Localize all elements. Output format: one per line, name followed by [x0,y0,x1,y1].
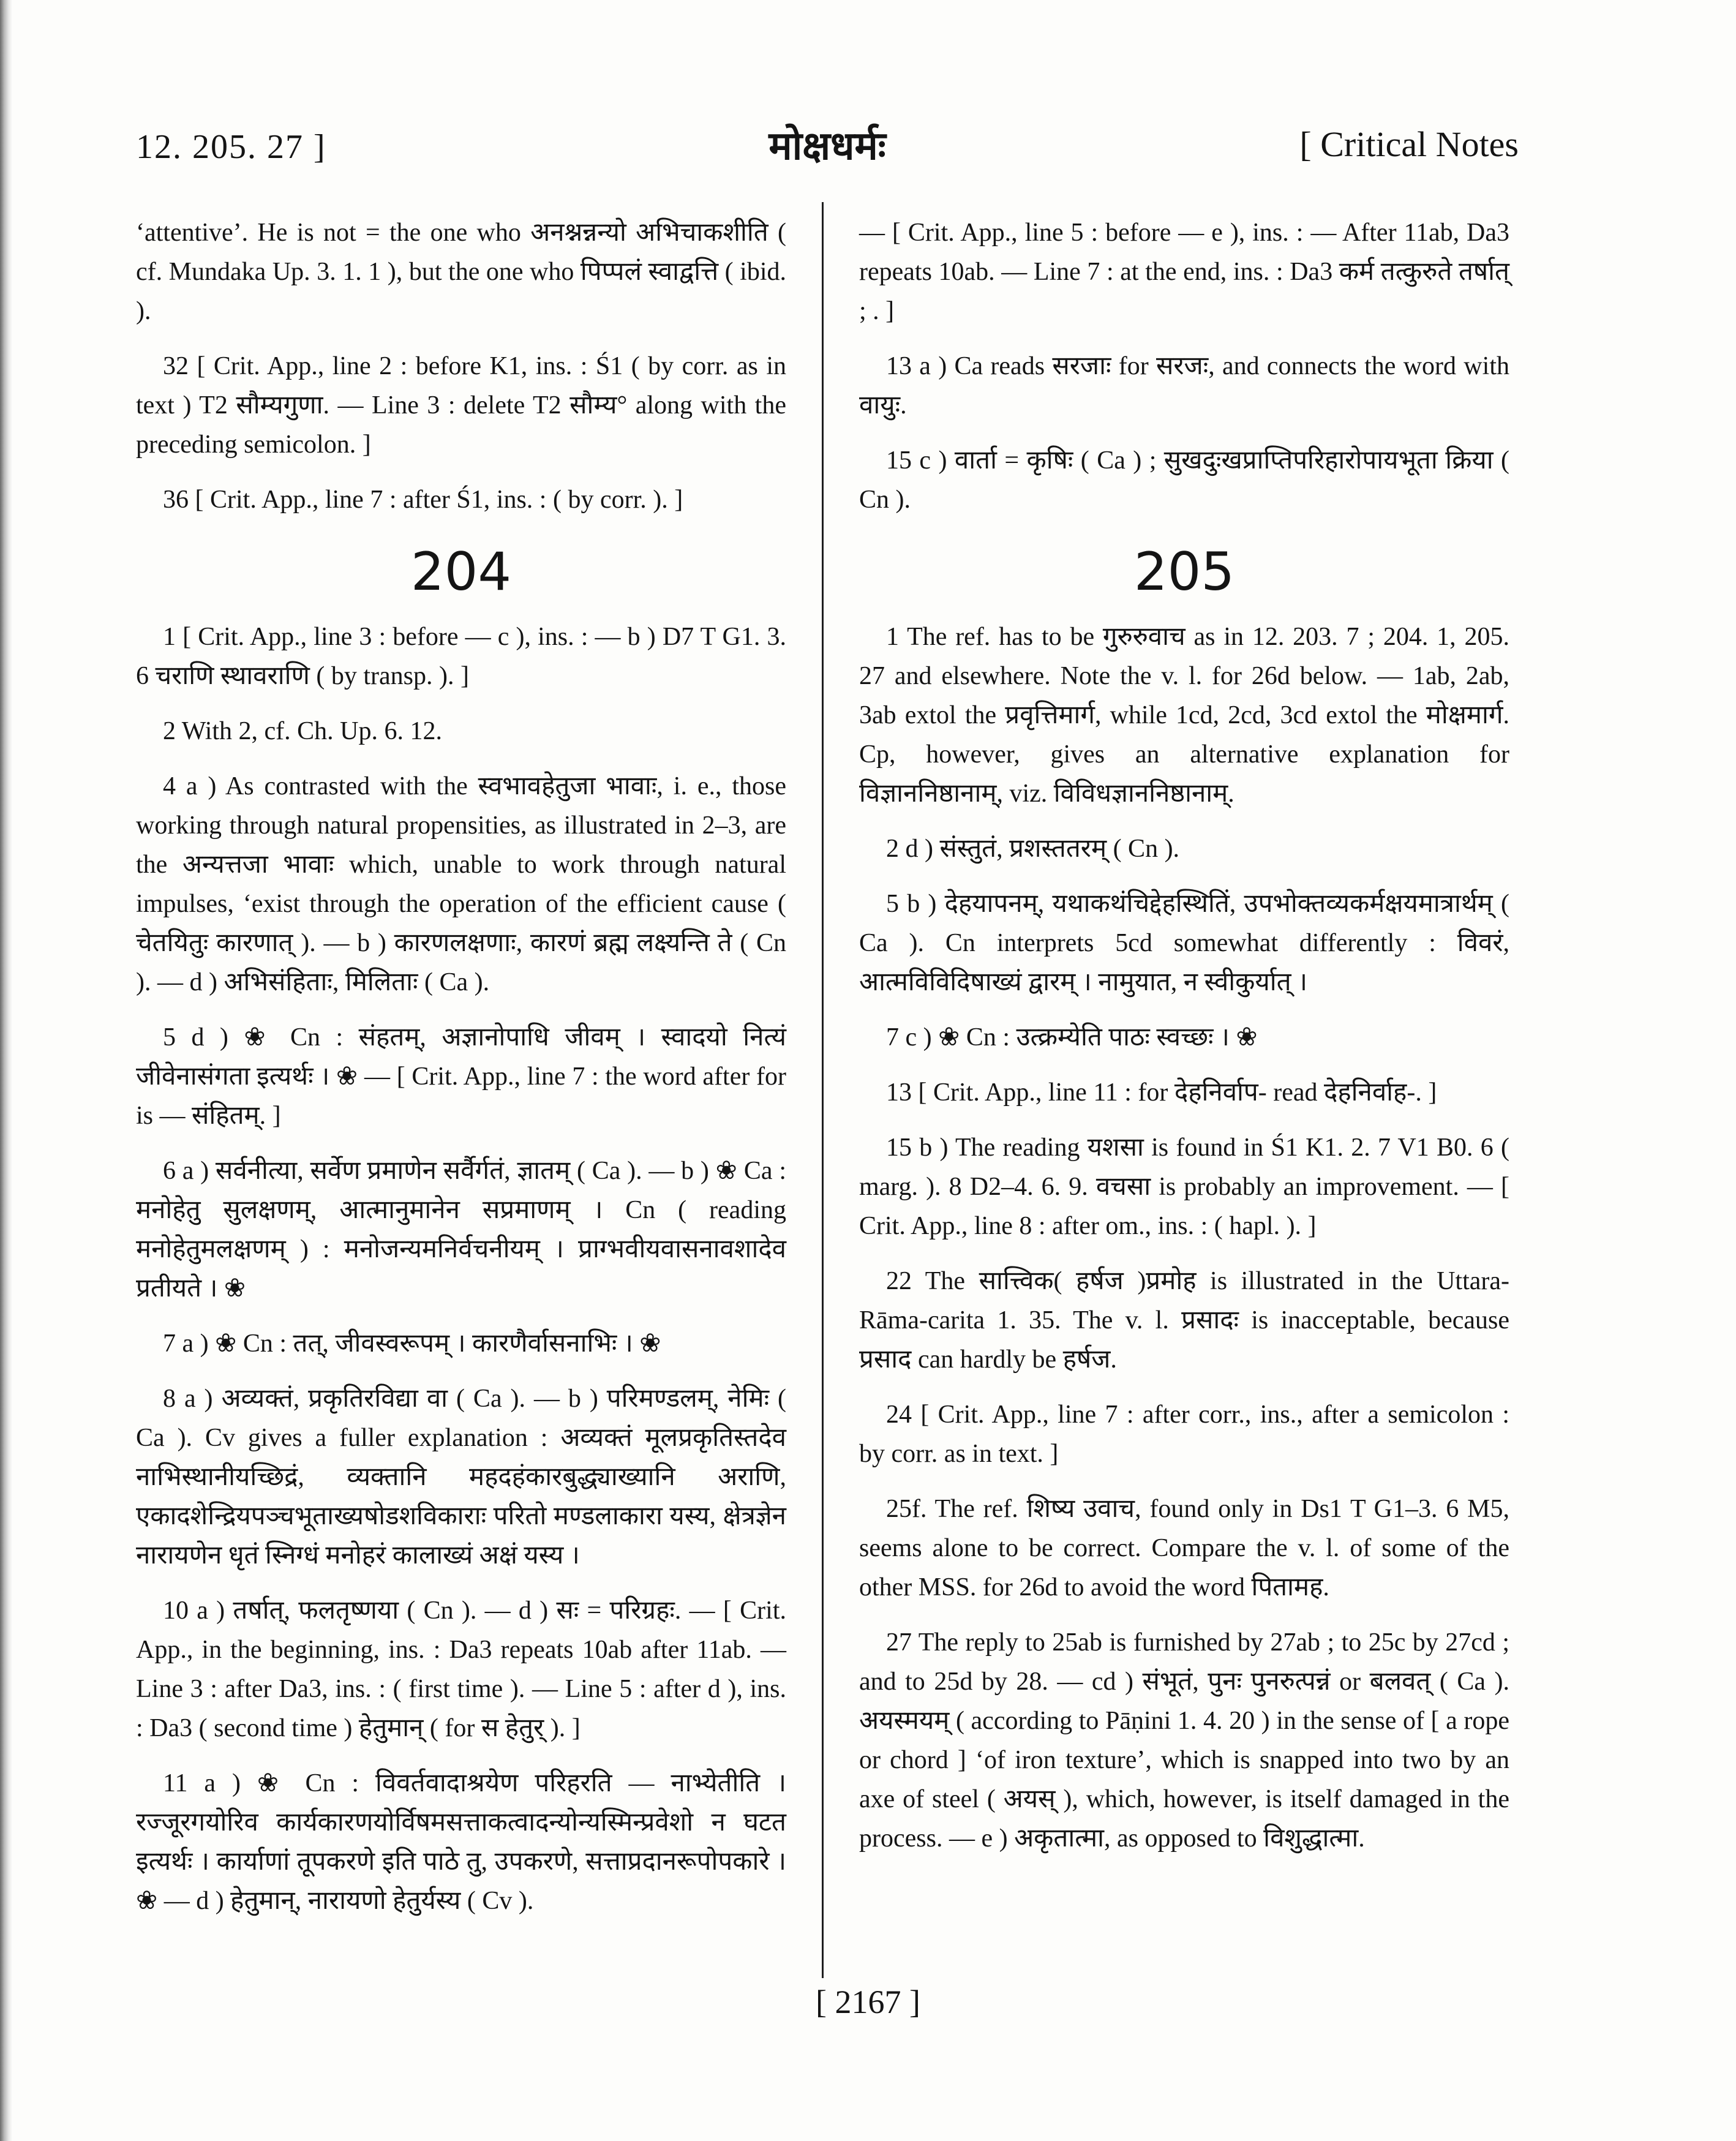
note-paragraph: 8 a ) अव्यक्तं, प्रकृतिरविद्या वा ( Ca ). — b ) परिमण्डलम्, नेमिः ( Ca ). Cv gives a fuller explanation : अव्यक्तं मूलप्रकृतिस्तदेव नाभिस्थानीयच्छिद्रं, व्यक्तानि महदहंकारबुद्ध्याख्यानि अराणि, एकादशेन्द्रियपञ्चभूताख्यषोडशविकाराः परितो मण्डलाकारा यस्य, क्षेत्रज्ञेन नारायणेन धृतं स्निग्धं मनोहरं कालाख्यं अक्षं यस्य । [136,1385,786,1570]
note-paragraph: 10 a ) तर्षात्, फलतृष्णया ( Cn ). — d ) सः = परिग्रहः. — [ Crit. App., in the beginning, ins. : Da3 repeats 10ab after 11ab. — Line 3 : after Da3, ins. : ( first time ). — Line 5 : after d ), ins. : Da3 ( second time ) हेतुमान् ( for स हेतुर् ). ] [136,1597,786,1742]
note-paragraph: 22 The सात्त्विक( हर्षज )प्रमोह is illustrated in the Uttara-Rāma-carita 1. 35. The v. l. प्रसादः is inacceptable, because प्रसाद can hardly be हर्षज. [859,1267,1509,1374]
note-paragraph: 5 b ) देहयापनम्, यथाकथंचिद्देहस्थितिं, उपभोक्तव्यकर्मक्षयमात्रार्थम् ( Ca ). Cn interprets 5cd somewhat differently : विवरं, आत्मविविदिषाख्यं द्वारम् । नामुयात, न स्वीकुर्यात् । [859,890,1509,996]
note-paragraph: 15 c ) वार्ता = कृषिः ( Ca ) ; सुखदुःखप्राप्तिपरिहारोपायभूता क्रिया ( Cn ). [859,446,1509,514]
note-paragraph: 7 c ) ❀ Cn : उत्क्रम्येति पाठः स्वच्छः । ❀ [886,1023,1258,1052]
note-paragraph: — [ Crit. App., line 5 : before — e ), ins. : — After 11ab, Da3 repeats 10ab. — Line 7 : at the end, ins. : Da3 कर्म तत्कुरुते तर्षात् ; . ] [859,219,1509,325]
note-paragraph: 5 d ) ❀ Cn : संहतम्, अज्ञानोपाधि जीवम् । स्वादयो नित्यं जीवेनासंगता इत्यर्थः । ❀ — [ Crit. App., line 7 : the word after for is — संहितम्. ] [136,1023,786,1130]
note-paragraph: 27 The reply to 25ab is furnished by 27ab ; to 25c by 27cd ; and to 25d by 28. — cd ) संभूतं, पुनः पुनरुत्पन्नं or बलवत् ( Ca ). अयस्मयम् ( according to Pāṇini 1. 4. 20 ) in the sense of [ a rope or chord ] ‘of iron texture’, which is snapped into two by an axe of steel ( अयस् ), which, however, is itself damaged in the process. — e ) अकृतात्मा, as opposed to विशुद्धात्मा. [859,1628,1509,1853]
note-paragraph: 4 a ) As contrasted with the स्वभावहेतुजा भावाः, i. e., those working through natural propensities, as illustrated in 2–3, are the अन्यत्तजा भावाः which, unable to work through natural impulses, ‘exist through the operation of the efficient cause ( चेतयितुः कारणात् ). — b ) कारणलक्षणाः, कारणं ब्रह्म लक्ष्यन्ति ते ( Cn ). — d ) अभिसंहिताः, मिलिताः ( Ca ). [136,772,786,996]
note-paragraph: 36 [ Crit. App., line 7 : after Ś1, ins. : ( by corr. ). ] [163,486,683,514]
note-paragraph: 15 b ) The reading यशसा is found in Ś1 K1. 2. 7 V1 B0. 6 ( marg. ). 8 D2–4. 6. 9. वचसा is probably an improvement. — [ Crit. App., line 8 : after om., ins. : ( hapl. ). ] [859,1134,1509,1240]
note-paragraph: 13 a ) Ca reads सरजाः for सरजः, and connects the word with वायुः. [859,352,1509,420]
running-head [136,115,1519,182]
note-paragraph: 2 With 2, cf. Ch. Up. 6. 12. [163,717,443,745]
chapter-heading: 205 [1133,541,1235,603]
note-paragraph: 13 [ Crit. App., line 11 : for देहनिर्वाप- read देहनिर्वाह-. ] [886,1078,1437,1107]
note-paragraph: 6 a ) सर्वनीत्या, सर्वेण प्रमाणेन सर्वैर्गतं, ज्ञातम् ( Ca ). — b ) ❀ Ca : मनोहेतु सुलक्षणम्, आत्मानुमानेन सप्रमाणम् । Cn ( reading मनोहेतुमलक्षणम् ) : मनोजन्यमनिर्वचनीयम् । प्राग्भवीयवासनावशादेव प्रतीयते । ❀ [136,1157,786,1303]
column-divider [822,202,824,1978]
note-paragraph: 1 The ref. has to be गुरुरुवाच as in 12. 203. 7 ; 204. 1, 205. 27 and elsewhere. Note the v. l. for 26d below. — 1ab, 2ab, 3ab extol the प्रवृत्तिमार्ग, while 1cd, 2cd, 3cd extol the मोक्षमार्ग. Cp, however, gives an alternative explanation for विज्ञाननिष्ठानाम्, viz. विविधज्ञाननिष्ठानाम्. [859,623,1509,808]
left-column [136,213,786,1936]
right-column [859,213,1509,1874]
note-paragraph: 24 [ Crit. App., line 7 : after corr., ins., after a semicolon : by corr. as in text. ] [859,1401,1509,1468]
running-head-title: मोक्षधर्मः [768,124,886,169]
scan-edge-shadow [0,0,12,2141]
note-paragraph: ‘attentive’. He is not = the one who अनश्नन्नन्यो अभिचाकशीति ( cf. Mundaka Up. 3. 1. 1 ), but the one who पिप्पलं स्वाद्वत्ति ( ibid. ). [136,219,786,325]
note-paragraph: 7 a ) ❀ Cn : तत्, जीवस्वरूपम् । कारणैर्वासनाभिः । ❀ [163,1330,661,1358]
page-number: [ 2167 ] [816,1984,920,2020]
running-head-section: [ Critical Notes [1299,124,1519,164]
note-paragraph: 25f. The ref. शिष्य उवाच, found only in Ds1 T G1–3. 6 M5, seems alone to be correct. Compare the v. l. of some of the other MSS. for 26d to avoid the word पितामह. [859,1495,1509,1601]
running-head-reference: 12. 205. 27 ] [136,128,326,166]
note-paragraph: 32 [ Crit. App., line 2 : before K1, ins. : Ś1 ( by corr. as in text ) T2 सौम्यगुणा. — Line 3 : delete T2 सौम्य° along with the preceding semicolon. ] [136,352,786,459]
chapter-heading: 204 [410,541,512,603]
note-paragraph: 2 d ) संस्तुतं, प्रशस्ततरम् ( Cn ). [886,835,1180,863]
note-paragraph: 11 a ) ❀ Cn : विवर्तवादाश्रयेण परिहरति — नाभ्येतीति । रज्जूरगयोरिव कार्यकारणयोर्विषमसत्ताकत्वादन्योन्यस्मिन्प्रवेशो न घटत इत्यर्थः । कार्याणां तूपकरणे इति पाठे तु, उपकरणे, सत्ताप्रदानरूपोपकारे । ❀ — d ) हेतुमान्, नारायणो हेतुर्यस्य ( Cv ). [136,1769,786,1915]
note-paragraph: 1 [ Crit. App., line 3 : before — c ), ins. : — b ) D7 T G1. 3. 6 चराणि स्थावराणि ( by transp. ). ] [136,623,786,690]
